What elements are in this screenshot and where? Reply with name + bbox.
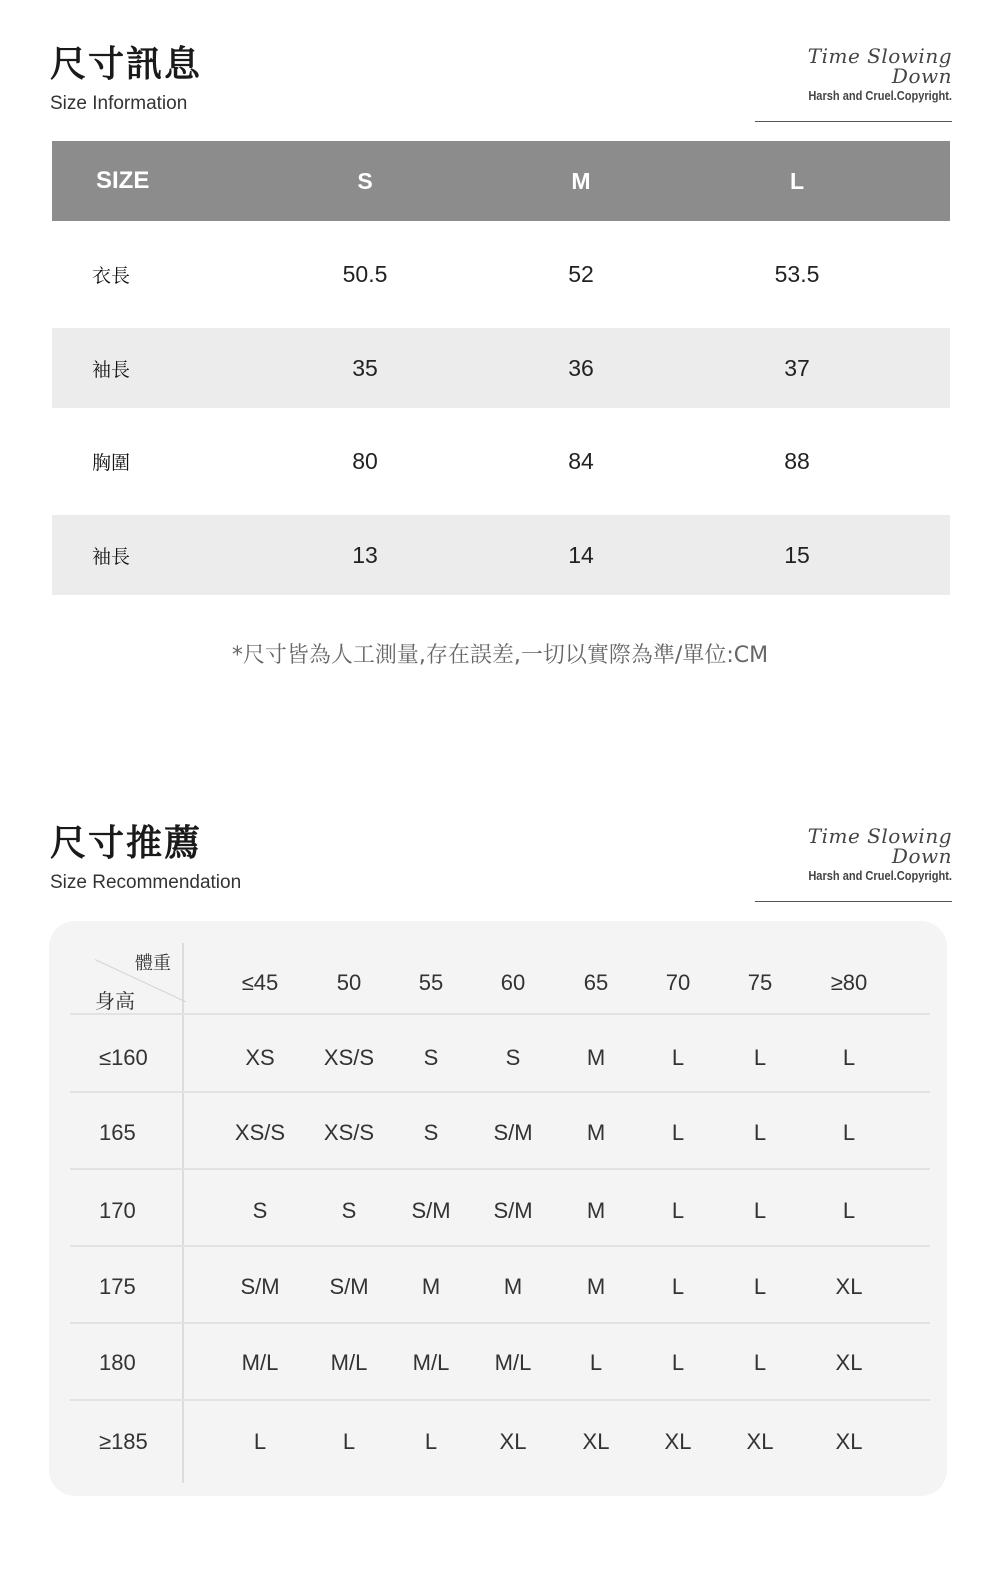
height-label: ≤160 bbox=[99, 1045, 148, 1070]
size-cell: L bbox=[253, 1429, 267, 1454]
height-label: 165 bbox=[99, 1120, 136, 1145]
size-rec-table bbox=[49, 921, 947, 1496]
size-cell: S/M bbox=[411, 1198, 451, 1223]
brand-mark bbox=[752, 826, 952, 902]
size-cell: XS/S bbox=[323, 1120, 375, 1145]
size-cell: M bbox=[421, 1274, 441, 1299]
size-cell: M/L bbox=[241, 1350, 279, 1375]
size-cell: L bbox=[671, 1045, 685, 1070]
table-row bbox=[52, 328, 950, 408]
size-cell: L bbox=[753, 1274, 767, 1299]
column-divider bbox=[182, 943, 184, 1483]
table-cell: 52 bbox=[568, 261, 594, 287]
brand-script: Time Slowing Down bbox=[807, 824, 952, 868]
brand-divider bbox=[755, 901, 952, 902]
size-cell: L bbox=[842, 1120, 856, 1145]
size-rec-title: 尺寸推薦 bbox=[50, 823, 203, 864]
size-cell: S/M bbox=[329, 1274, 369, 1299]
weight-header: ≤45 bbox=[241, 970, 279, 995]
table-cell: 36 bbox=[568, 354, 594, 381]
weight-header: 65 bbox=[583, 970, 609, 995]
table-cell: 37 bbox=[784, 354, 810, 381]
size-cell: XL bbox=[582, 1429, 610, 1454]
weight-header: ≥80 bbox=[830, 970, 868, 995]
height-label: 175 bbox=[99, 1274, 136, 1299]
size-cell: S/M bbox=[493, 1120, 533, 1145]
size-cell: M bbox=[586, 1274, 606, 1299]
size-cell: L bbox=[671, 1274, 685, 1299]
size-cell: S bbox=[252, 1198, 268, 1223]
table-header-row bbox=[52, 141, 950, 221]
size-cell: XL bbox=[835, 1274, 863, 1299]
size-cell: XL bbox=[746, 1429, 774, 1454]
weight-header: 50 bbox=[336, 970, 362, 995]
brand-mark bbox=[752, 46, 952, 122]
size-cell: L bbox=[342, 1429, 356, 1454]
height-label: 180 bbox=[99, 1350, 136, 1375]
size-cell: L bbox=[671, 1120, 685, 1145]
row-divider bbox=[70, 1245, 930, 1247]
height-label: 170 bbox=[99, 1198, 136, 1223]
table-cell: 35 bbox=[352, 354, 378, 381]
size-cell: XL bbox=[664, 1429, 692, 1454]
size-cell: XS bbox=[245, 1045, 275, 1070]
table-row bbox=[52, 515, 950, 595]
brand-script: Time Slowing Down bbox=[807, 44, 952, 88]
size-info-table bbox=[52, 141, 950, 595]
size-cell: L bbox=[842, 1045, 856, 1070]
size-cell: XL bbox=[499, 1429, 527, 1454]
size-cell: M bbox=[586, 1120, 606, 1145]
size-cell: L bbox=[753, 1045, 767, 1070]
weight-header: 55 bbox=[418, 970, 444, 995]
size-info-subtitle: Size Information bbox=[50, 93, 188, 114]
size-cell: L bbox=[671, 1198, 685, 1223]
table-cell: 80 bbox=[352, 448, 378, 474]
row-divider bbox=[70, 1322, 930, 1324]
size-cell: M bbox=[586, 1198, 606, 1223]
size-cell: M/L bbox=[330, 1350, 368, 1375]
measurement-note: *尺寸皆為人工測量,存在誤差,一切以實際為準/單位:CM bbox=[231, 643, 769, 668]
row-label: 袖長 bbox=[92, 545, 131, 568]
size-cell: XS/S bbox=[234, 1120, 286, 1145]
weight-header: 70 bbox=[665, 970, 691, 995]
table-cell: 14 bbox=[568, 541, 594, 568]
size-cell: S/M bbox=[493, 1198, 533, 1223]
row-label: 胸圍 bbox=[92, 452, 131, 474]
table-cell: 53.5 bbox=[774, 261, 820, 287]
brand-copyright: Harsh and Cruel.Copyright. bbox=[808, 88, 952, 103]
header-cell: L bbox=[789, 167, 805, 194]
size-cell: S/M bbox=[240, 1274, 280, 1299]
size-cell: L bbox=[424, 1429, 438, 1454]
corner-height-label: 身高 bbox=[95, 989, 135, 1013]
weight-header: 60 bbox=[500, 970, 526, 995]
size-cell: L bbox=[671, 1350, 685, 1375]
size-cell: M/L bbox=[412, 1350, 450, 1375]
table-cell: 50.5 bbox=[342, 261, 388, 287]
row-label: 袖長 bbox=[92, 358, 131, 381]
header-cell: S bbox=[357, 167, 373, 194]
row-label: 衣長 bbox=[92, 265, 131, 287]
size-info-title: 尺寸訊息 bbox=[50, 44, 203, 85]
table-cell: 84 bbox=[568, 448, 594, 474]
row-divider bbox=[70, 1013, 930, 1015]
size-cell: S bbox=[505, 1045, 521, 1070]
size-cell: M bbox=[503, 1274, 523, 1299]
size-rec-header bbox=[50, 823, 242, 894]
table-cell: 15 bbox=[784, 541, 810, 568]
size-cell: L bbox=[589, 1350, 603, 1375]
header-cell: SIZE bbox=[96, 167, 150, 194]
brand-divider bbox=[755, 121, 952, 122]
size-cell: S bbox=[423, 1120, 439, 1145]
table-cell: 88 bbox=[784, 448, 810, 474]
size-cell: L bbox=[753, 1120, 767, 1145]
size-cell: L bbox=[753, 1350, 767, 1375]
size-cell: S bbox=[423, 1045, 439, 1070]
size-cell: M bbox=[586, 1045, 606, 1070]
size-cell: L bbox=[842, 1198, 856, 1223]
size-cell: L bbox=[753, 1198, 767, 1223]
table-row bbox=[52, 408, 950, 515]
size-rec-subtitle: Size Recommendation bbox=[50, 872, 242, 893]
size-info-header bbox=[50, 44, 203, 115]
size-cell: M/L bbox=[494, 1350, 532, 1375]
corner-weight-label: 體重 bbox=[135, 953, 171, 974]
size-cell: XL bbox=[835, 1429, 863, 1454]
table-row bbox=[52, 221, 950, 328]
size-cell: XL bbox=[835, 1350, 863, 1375]
table-cell: 13 bbox=[352, 541, 378, 568]
brand-copyright: Harsh and Cruel.Copyright. bbox=[808, 868, 952, 883]
size-cell: S bbox=[341, 1198, 357, 1223]
row-divider bbox=[70, 1399, 930, 1401]
weight-header: 75 bbox=[747, 970, 773, 995]
header-cell: M bbox=[571, 167, 591, 194]
row-divider bbox=[70, 1091, 930, 1093]
row-divider bbox=[70, 1168, 930, 1170]
height-label: ≥185 bbox=[99, 1429, 148, 1454]
size-cell: XS/S bbox=[323, 1045, 375, 1070]
